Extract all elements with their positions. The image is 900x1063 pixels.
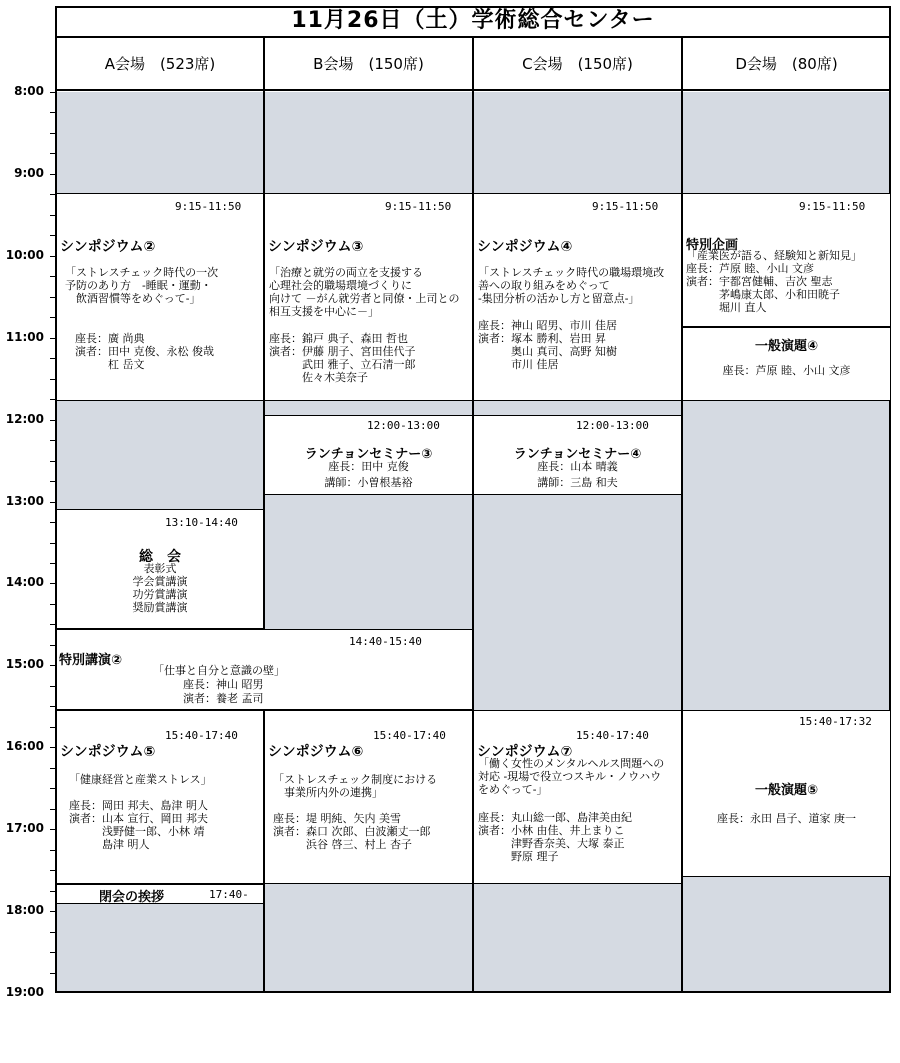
room-header-b: B会場 (150席) — [264, 38, 473, 91]
session-title: 一般演題④ — [754, 339, 818, 354]
session-items: 表彰式 学会賞講演 功労賞講演 奨励賞講演 — [132, 562, 188, 614]
session-title: 特別企画 — [686, 238, 739, 253]
session-time: 17:40- — [209, 888, 249, 901]
page-title: 11月26日（土）学術総合センター — [55, 6, 891, 38]
session-theme: 「ストレスチェック時代の職場環境改 善への取り組みをめぐって -集団分析の活かし方と留意点-」 — [478, 266, 665, 305]
session-time: 9:15-11:50 — [175, 200, 242, 213]
session-time: 9:15-11:50 — [385, 200, 452, 213]
session-chairs: 座長：丸山総一郎、島津美由紀 演者：小林 由佳、井上まりこ 津野香奈美、大塚 泰正 野原 理子 — [478, 811, 632, 863]
room-header-a: A会場 (523席) — [56, 38, 264, 91]
session-d-general-4 — [682, 327, 891, 401]
session-title: シンポジウム⑥ — [268, 744, 364, 760]
session-chair: 座長：田中 克俊 — [328, 460, 409, 473]
session-theme: 「ストレスチェック制度における 事業所内外の連携」 — [273, 773, 438, 799]
time-label: 17:00 — [5, 821, 44, 836]
session-chairs: 座長：芦原 睦、小山 文彦 演者：宇都宮健輔、吉次 聖志 茅嶋康太郎、小和田暁子 堀川 直人 — [686, 262, 840, 314]
session-a-closing — [56, 884, 264, 904]
session-b-symposium-6 — [264, 710, 473, 884]
session-title: シンポジウム② — [60, 239, 156, 255]
session-title: 一般演題⑤ — [754, 783, 818, 798]
session-speaker: 演者：養老 孟司 — [183, 692, 264, 705]
session-chair: 座長：山本 晴義 — [537, 460, 618, 473]
session-title: 閉会の挨拶 — [99, 890, 165, 905]
session-d-special-program — [682, 193, 891, 327]
session-chairs: 座長：岡田 邦夫、島津 明人 演者：山本 宣行、岡田 邦夫 浅野健一郎、小林 靖 島津 明人 — [69, 799, 208, 851]
session-title: シンポジウム⑦ — [477, 744, 573, 760]
session-theme: 「働く女性のメンタルヘルス問題への 対応 -現場で役立つスキル・ノウハウ をめぐって-」 — [478, 757, 665, 796]
session-chair: 座長：神山 昭男 — [183, 678, 264, 691]
session-b-symposium-3 — [264, 193, 473, 401]
session-chairs: 座長：堤 明純、矢内 美雪 演者：森口 次郎、白波瀬丈一郎 浜谷 啓三、村上 杏子 — [273, 812, 431, 851]
session-time: 15:40-17:32 — [799, 715, 872, 728]
time-label: 9:00 — [14, 165, 44, 180]
time-label: 8:00 — [14, 84, 44, 98]
time-label: 13:00 — [5, 493, 44, 508]
session-chairs: 座長：錦戸 典子、森田 哲也 演者：伊藤 朋子、宮田佳代子 武田 雅子、立石清一郎 佐々木美奈子 — [269, 332, 416, 384]
session-title: 総 会 — [139, 549, 181, 565]
session-chairs: 座長：永田 昌子、道家 庚一 — [717, 812, 856, 825]
time-label: 10:00 — [5, 247, 44, 262]
session-chairs: 座長：神山 昭男、市川 佳居 演者：塚本 勝利、岩田 昇 奥山 真司、高野 知樹 市川 佳居 — [478, 319, 617, 371]
session-c-symposium-7 — [473, 710, 682, 884]
time-label: 19:00 — [5, 985, 44, 999]
session-a-symposium-2 — [56, 193, 264, 401]
session-time: 13:10-14:40 — [165, 516, 238, 529]
session-title: シンポジウム⑤ — [60, 744, 156, 760]
session-title: ランチョンセミナー③ — [304, 447, 433, 462]
session-d-general-5 — [682, 710, 891, 877]
session-lecturer: 講師：三島 和夫 — [537, 476, 618, 489]
time-label: 14:00 — [5, 575, 44, 590]
session-a-general-assembly — [56, 509, 264, 629]
room-header-c: C会場 (150席) — [473, 38, 682, 91]
session-time: 9:15-11:50 — [799, 200, 866, 213]
time-label: 12:00 — [5, 411, 44, 426]
session-special-lecture-2 — [56, 629, 473, 710]
session-time: 12:00-13:00 — [367, 419, 440, 432]
room-header-d: D会場 (80席) — [682, 38, 891, 91]
session-title: ランチョンセミナー④ — [513, 447, 642, 462]
session-title: シンポジウム③ — [268, 239, 364, 255]
session-theme: 「治療と就労の両立を支援する 心理社会的職場環境づくりに 向けて －がん就労者と同僚・上司との 相互支援を中心に－」 — [269, 266, 460, 318]
session-chairs: 座長：芦原 睦、小山 文彦 — [722, 364, 851, 377]
session-chairs: 座長：廣 尚典 演者：田中 克俊、永松 俊哉 杠 岳文 — [75, 332, 214, 371]
session-time: 12:00-13:00 — [576, 419, 649, 432]
time-label: 16:00 — [5, 739, 44, 754]
session-c-symposium-4 — [473, 193, 682, 401]
session-theme: 「産業医が語る、経験知と新知見」 — [686, 249, 862, 262]
session-theme: 「健康経営と産業ストレス」 — [69, 773, 212, 786]
session-time: 14:40-15:40 — [349, 635, 422, 648]
session-lecturer: 講師：小曽根基裕 — [324, 476, 413, 489]
session-title: 特別講演② — [59, 653, 123, 668]
session-theme: 「仕事と自分と意識の壁」 — [153, 664, 285, 677]
time-label: 11:00 — [5, 329, 44, 344]
session-a-symposium-5 — [56, 710, 264, 884]
session-time: 15:40-17:40 — [576, 729, 649, 742]
session-time: 9:15-11:50 — [592, 200, 659, 213]
session-time: 15:40-17:40 — [165, 729, 238, 742]
time-label: 18:00 — [5, 903, 44, 918]
session-c-luncheon-4 — [473, 415, 682, 495]
session-title: シンポジウム④ — [477, 239, 573, 255]
session-theme: 「ストレスチェック時代の一次 予防のあり方 -睡眠・運動・ 飲酒習慣等をめぐって-」 — [65, 266, 219, 305]
session-b-luncheon-3 — [264, 415, 473, 495]
time-label: 15:00 — [5, 657, 44, 672]
session-time: 15:40-17:40 — [373, 729, 446, 742]
